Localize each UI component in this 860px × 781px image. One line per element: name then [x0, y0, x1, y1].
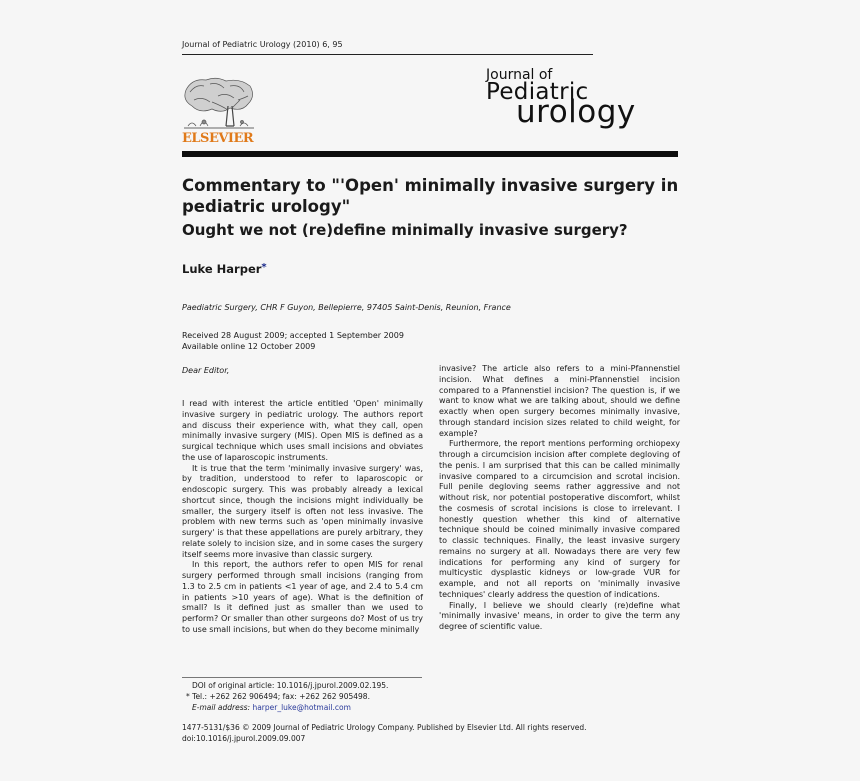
copyright-footer [182, 722, 587, 744]
paragraph: It is true that the term 'minimally invasive surgery' was, by tradition, understood to refer to laparoscopic or endoscopic surgery. This was probably already a lexical shortcut since, though the incisions might individually be smaller, the surgery itself is often not less invasive. The problem with new terms such as 'open minimally invasive surgery' is that these appellations are purely arbitrary, they relate solely to incision size, and in some cases the surgery itself seems more invasive than classic surgery. [182, 463, 423, 559]
salutation: Dear Editor, [182, 366, 230, 375]
elsevier-wordmark: ELSEVIER [182, 131, 254, 146]
affiliation: Paediatric Surgery, CHR F Guyon, Bellepierre, 97405 Saint-Denis, Reunion, France [182, 303, 511, 312]
available-online-date: Available online 12 October 2009 [182, 342, 316, 351]
journal-logo-line2: Pediatric [486, 79, 589, 105]
copyright-line: 1477-5131/$36 © 2009 Journal of Pediatric Urology Company. Published by Elsevier Ltd. All rights reserved. [182, 723, 587, 732]
article-title: Commentary to "'Open' minimally invasive surgery in pediatric urology" [182, 176, 679, 216]
journal-logo-line3: urology [516, 94, 636, 130]
paragraph: invasive? The article also refers to a mini-Pfannenstiel incision. What defines a mini-Pfannenstiel incision compared to a Pfannenstiel incision? The question is, if we want to know what we are talking about, should we define exactly when open surgery becomes minimally invasive, through standard incision sizes related to child weight, for example? [439, 364, 680, 438]
email-footnote [186, 702, 388, 713]
doi-original-article: DOI of original article: 10.1016/j.jpurol.2009.02.195. [192, 681, 389, 690]
footnote-rule [182, 677, 422, 678]
header-thick-rule [182, 151, 678, 157]
received-date: Received 28 August 2009; accepted 1 September 2009 [182, 331, 404, 340]
article-doi[interactable]: doi:10.1016/j.jpurol.2009.09.007 [182, 734, 306, 743]
right-column [439, 364, 680, 633]
paragraph: Finally, I believe we should clearly (re)define what 'minimally invasive' means, in order to give the term any degree of scientific value. [439, 600, 680, 631]
email-link[interactable]: harper_luke@hotmail.com [252, 703, 351, 712]
author-name: Luke Harper [182, 262, 262, 276]
tree-illustration-icon [182, 76, 256, 132]
author [182, 262, 267, 276]
article-subtitle: Ought we not (re)define minimally invasive surgery? [182, 221, 628, 239]
paragraph: Furthermore, the report mentions performing orchiopexy through a circumcision incision after complete degloving of the penis. I am surprised that this can be called minimally invasive compared to a circumcision and scrotal incision. Full penile degloving seems rather aggressive and not without risk, nor potential postoperative discomfort, whilst the cosmesis of scrotal incisions is close to irrelevant. I honestly question whether this kind of alternative technique should be coined minimally invasive compared to classic techniques. Finally, the least invasive surgery remains no surgery at all. Nowadays there are very few indications for performing any kind of surgery for multicystic dysplastic kidneys or low-grade VUR for example, and not all reports on 'minimally invasive techniques' clearly address the question of indications. [439, 439, 680, 599]
contact-footnote [186, 691, 388, 702]
running-head: Journal of Pediatric Urology (2010) 6, 95 [182, 40, 343, 49]
header-rule [182, 54, 593, 55]
contact-phone-fax: Tel.: +262 262 906494; fax: +262 262 905498. [192, 692, 370, 701]
journal-logo-line1: Journal of [486, 67, 553, 83]
email-label: E-mail address: [192, 703, 251, 712]
left-column [182, 399, 423, 636]
article-dates [182, 330, 404, 352]
paragraph: In this report, the authors refer to open MIS for renal surgery performed through small incisions (ranging from 1.3 to 2.5 cm in patients <1 year of age, and 2.4 to 5.4 cm in patients >10 years of age). What is the definition of small? Is it defined just as smaller than we used to perform? Or smaller than other surgeons do? Most of us try to use small incisions, but when do they become minimally [182, 560, 423, 634]
paragraph: I read with interest the article entitled 'Open' minimally invasive surgery in pediatric urology. The authors report and discuss their experience with, what they call, open minimally invasive surgery (MIS). Open MIS is defined as a surgical technique which uses small incisions and obviates the use of laparoscopic instruments. [182, 399, 423, 462]
author-footnote-link[interactable]: * [261, 262, 267, 273]
contact-mark: * [186, 692, 190, 701]
footnotes [186, 680, 388, 713]
journal-logo [486, 68, 636, 128]
